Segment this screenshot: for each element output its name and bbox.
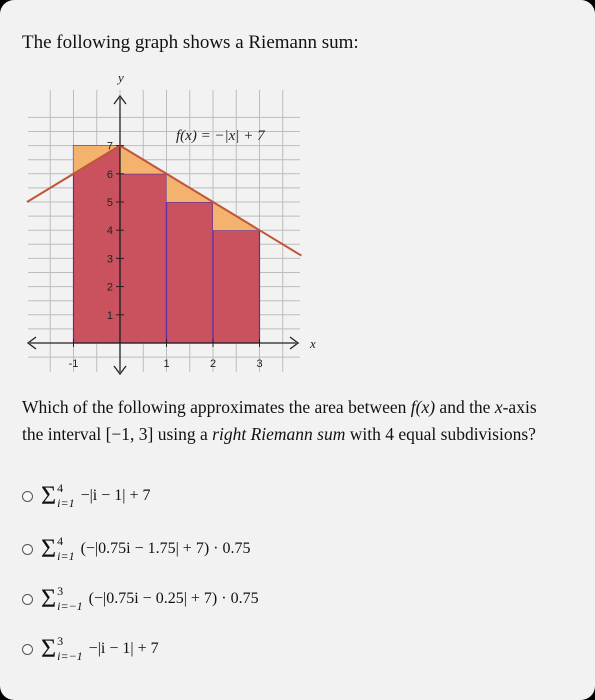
y-tick-label: 1 <box>106 309 113 322</box>
radio-button[interactable] <box>22 644 33 655</box>
sum-lower-limit: i=1 <box>57 496 75 510</box>
x-tick-label: -1 <box>68 358 79 370</box>
radio-button[interactable] <box>22 491 33 502</box>
sigma-icon: Σ <box>41 634 57 663</box>
sum-upper-limit: 3 <box>57 634 64 648</box>
x-tick-label: 1 <box>163 358 170 370</box>
question-line1-b: and the <box>435 397 495 417</box>
y-tick-label: 3 <box>106 253 113 266</box>
y-tick-label: 6 <box>106 168 113 181</box>
sum-upper-limit: 3 <box>57 584 64 598</box>
question-title: The following graph shows a Riemann sum: <box>22 32 359 53</box>
answer-option-3[interactable] <box>22 582 259 616</box>
y-axis-label: y <box>118 70 124 85</box>
riemann-rectangle-4 <box>213 230 260 343</box>
summation <box>41 535 75 563</box>
question-line2-b: with 4 equal subdivisions? <box>345 424 536 444</box>
riemann-rectangle-1 <box>74 146 121 343</box>
answer-option-4[interactable] <box>22 632 159 666</box>
y-tick-label: 7 <box>106 140 113 153</box>
sum-upper-limit: 4 <box>57 534 64 548</box>
option-expression: −|i − 1| + 7 <box>80 487 151 504</box>
sum-lower-limit: i=−1 <box>57 599 83 613</box>
function-label: f(x) = −|x| + 7 <box>176 128 265 144</box>
option-expression: (−|0.75i − 0.25| + 7) · 0.75 <box>88 590 259 607</box>
y-tick-label: 2 <box>106 281 113 294</box>
summation <box>41 635 83 663</box>
sum-lower-limit: i=−1 <box>57 649 83 663</box>
summation <box>41 482 75 510</box>
radio-button[interactable] <box>22 594 33 605</box>
option-expression: −|i − 1| + 7 <box>88 640 159 657</box>
question-fx: f(x) <box>410 397 436 417</box>
x-tick-label: 2 <box>209 358 217 370</box>
riemann-rectangle-3 <box>167 202 214 343</box>
riemann-sum-graph <box>0 60 595 380</box>
option-expression: (−|0.75i − 1.75| + 7) · 0.75 <box>80 540 251 557</box>
sigma-icon: Σ <box>41 534 57 563</box>
question-emphasis: right Riemann sum <box>212 424 346 444</box>
question-line1-a: Which of the following approximates the area between <box>22 397 411 417</box>
x-axis-label: x <box>310 336 316 351</box>
question-line2-a: the interval [−1, 3] using a <box>22 424 213 444</box>
question-xaxis: x <box>494 397 503 417</box>
x-tick-label: 3 <box>256 358 263 370</box>
answer-option-2[interactable] <box>22 532 250 566</box>
summation <box>41 585 83 613</box>
sum-upper-limit: 4 <box>57 481 64 495</box>
question-text <box>22 394 582 448</box>
question-line1-c: -axis <box>502 397 537 417</box>
y-tick-label: 5 <box>106 197 113 209</box>
sigma-icon: Σ <box>41 584 57 613</box>
riemann-rectangle-2 <box>120 174 167 343</box>
y-tick-label: 4 <box>106 225 113 238</box>
sigma-icon: Σ <box>41 481 57 510</box>
sum-lower-limit: i=1 <box>57 549 75 563</box>
answer-option-1[interactable] <box>22 479 151 513</box>
radio-button[interactable] <box>22 544 33 555</box>
